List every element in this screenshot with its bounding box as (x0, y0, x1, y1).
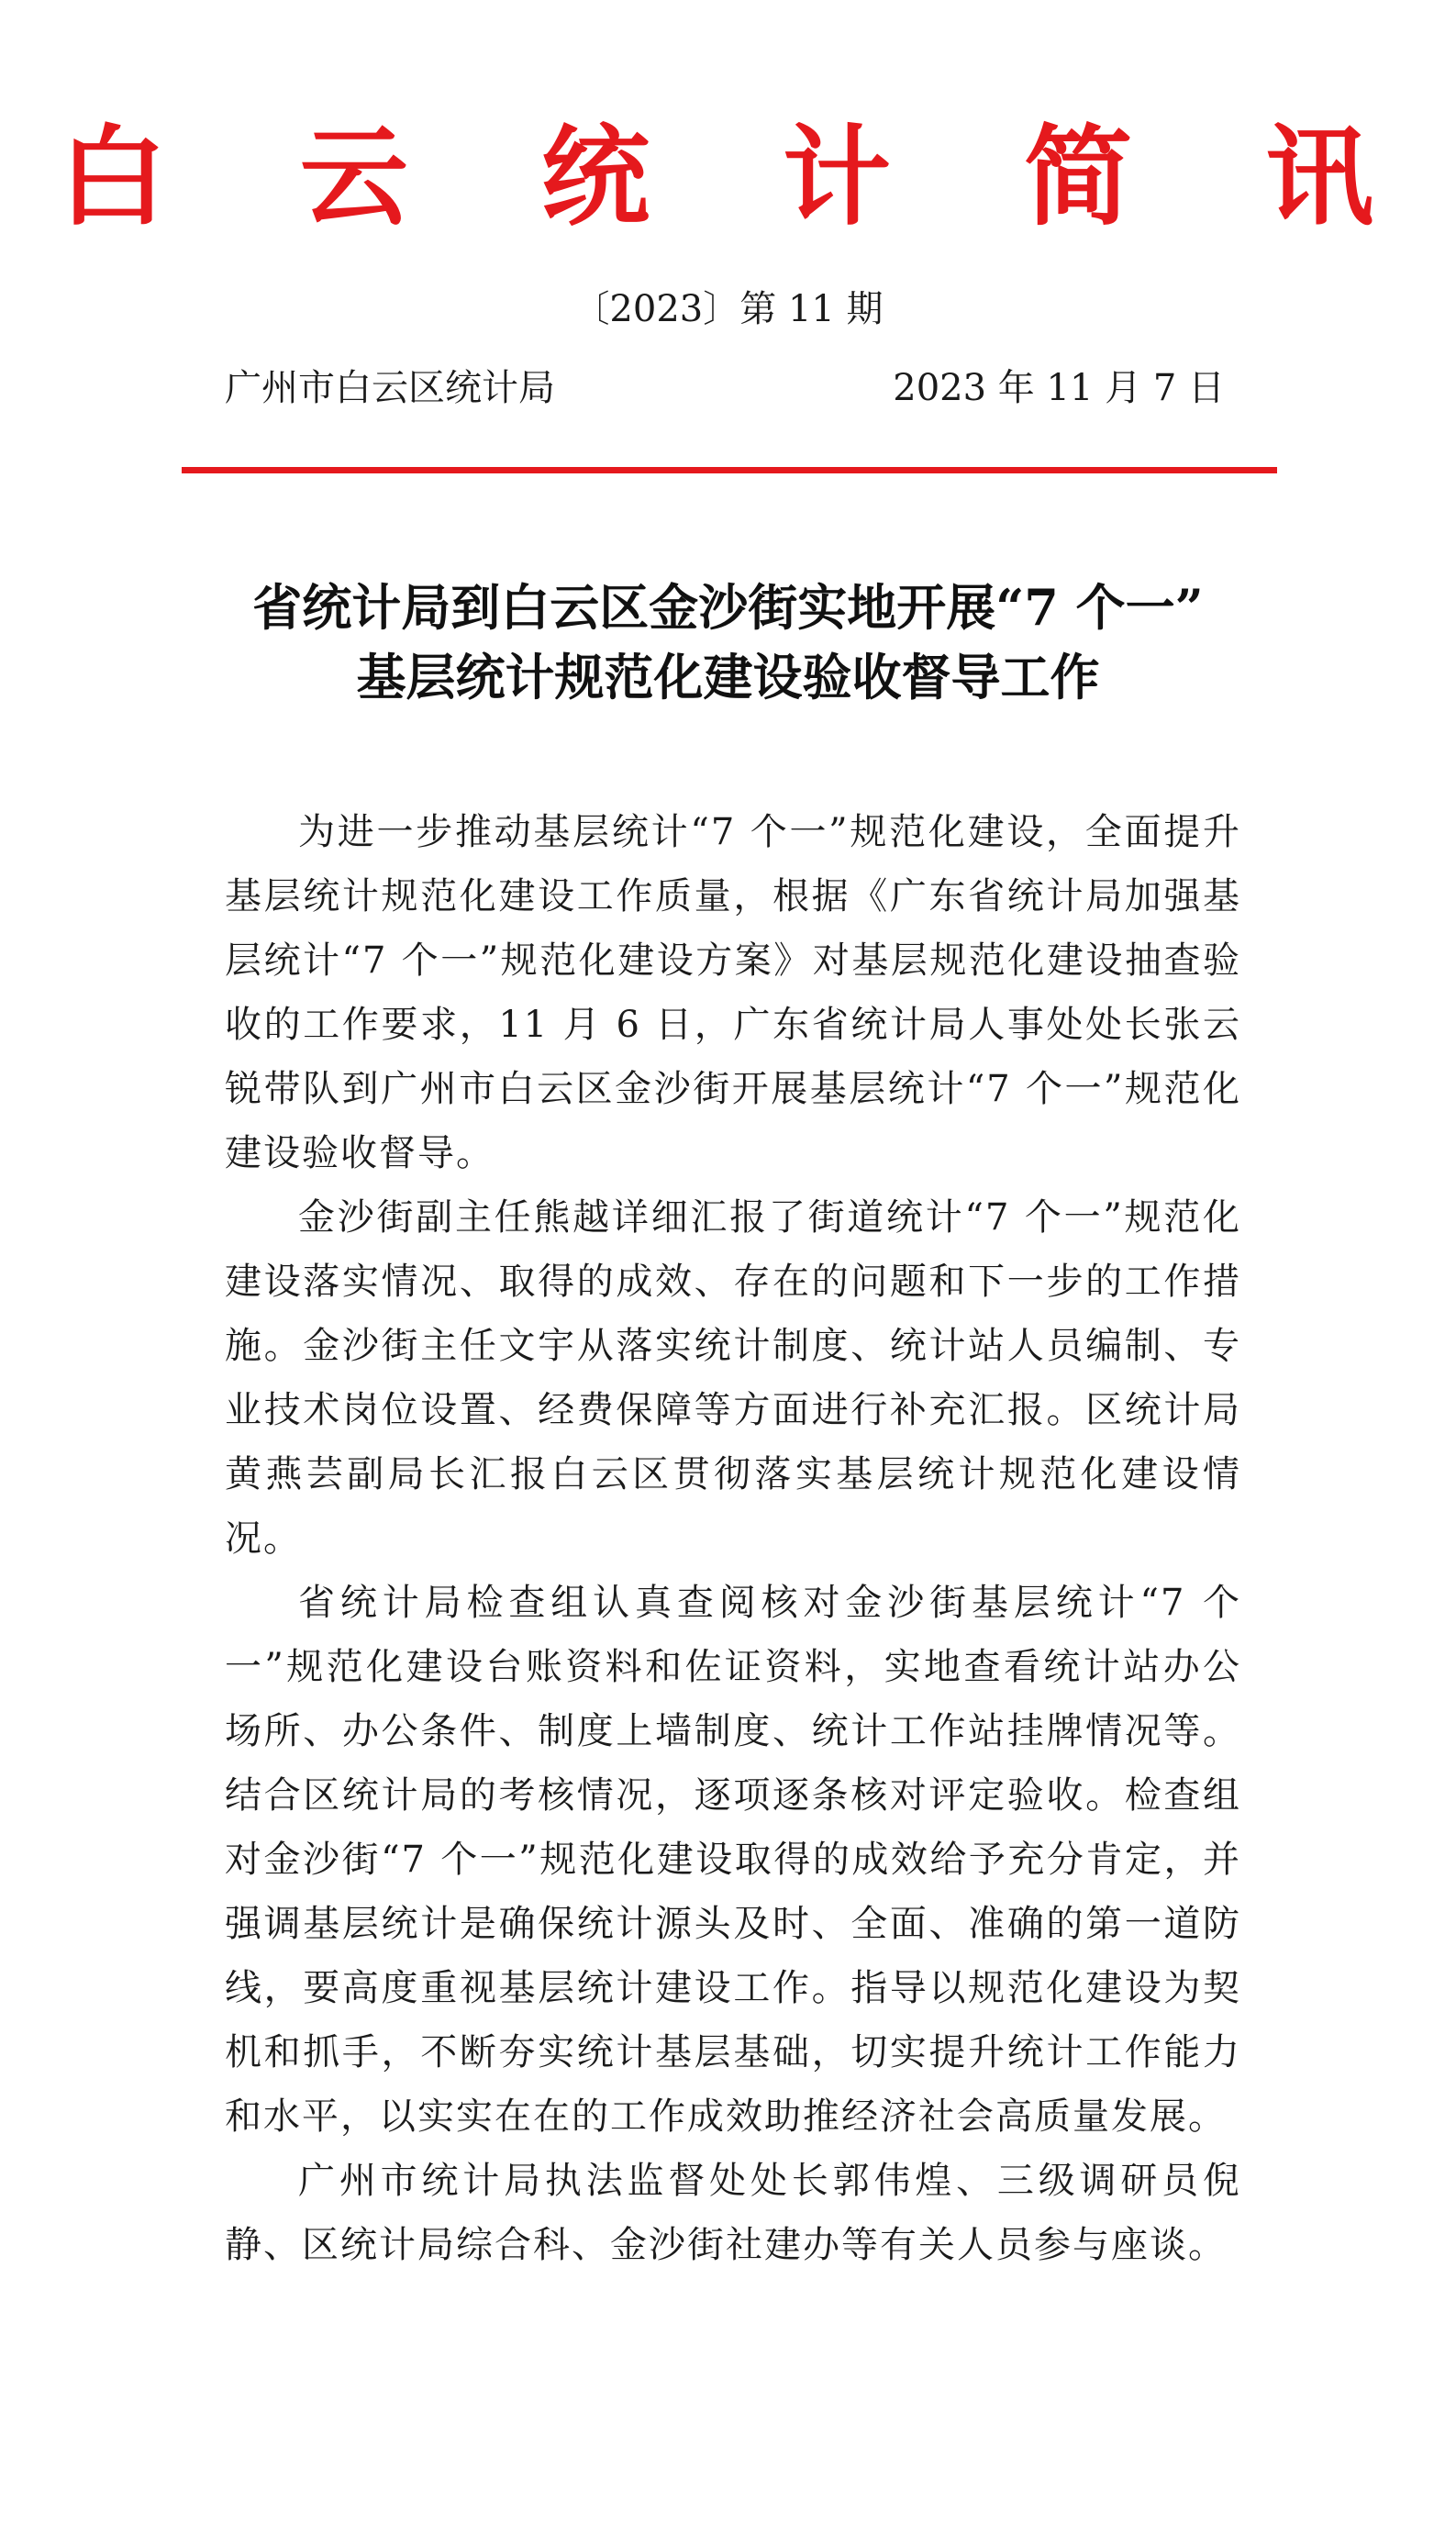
article-paragraph: 省统计局检查组认真查阅核对金沙街基层统计“7 个一”规范化建设台账资料和佐证资料，实地查看统计站办公场所、办公条件、制度上墙制度、统计工作站挂牌情况等。结合区统计局的考核情况，逐项逐条核对评定验收。检查组对金沙街“7 个一”规范化建设取得的成效给予充分肯定，并强调基层统计是确保统计源头及时、全面、准确的第一道防线，要高度重视基层统计建设工作。指导以规范化建设为契机和抓手，不断夯实统计基层基础，切实提升统计工作能力和水平，以实实在在的工作成效助推经济社会高质量发展。 (225, 1582, 1241, 2138)
article-paragraph: 金沙街副主任熊越详细汇报了街道统计“7 个一”规范化建设落实情况、取得的成效、存在的问题和下一步的工作措施。金沙街主任文宇从落实统计制度、统计站人员编制、专业技术岗位设置、经费保障等方面进行补充汇报。区统计局黄燕芸副局长汇报白云区贯彻落实基层统计规范化建设情况。 (225, 1196, 1241, 1560)
issue-number: 〔2023〕第 11 期 (572, 288, 884, 330)
article-title-line-2: 基层统计规范化建设验收督导工作 (356, 648, 1100, 706)
article-title (174, 572, 1282, 712)
red-divider (182, 467, 1277, 473)
article-paragraph: 广州市统计局执法监督处处长郭伟煌、三级调研员倪静、区统计局综合科、金沙街社建办等有关人员参与座谈。 (225, 2160, 1241, 2266)
publish-date: 2023 年 11 月 7 日 (893, 367, 1225, 409)
masthead-title: 白 云 统 计 简 讯 (58, 113, 1422, 240)
publisher-name: 广州市白云区统计局 (225, 367, 555, 409)
article-paragraph: 为进一步推动基层统计“7 个一”规范化建设，全面提升基层统计规范化建设工作质量，根据《广东省统计局加强基层统计“7 个一”规范化建设方案》对基层规范化建设抽查验收的工作要求，11 月 6 日，广东省统计局人事处处长张云锐带队到广州市白云区金沙街开展基层统计“7 个一”规范化建设验收督导。 (225, 811, 1241, 1174)
article-title-line-1: 省统计局到白云区金沙街实地开展“7 个一” (252, 578, 1204, 637)
article-body (225, 800, 1241, 2277)
